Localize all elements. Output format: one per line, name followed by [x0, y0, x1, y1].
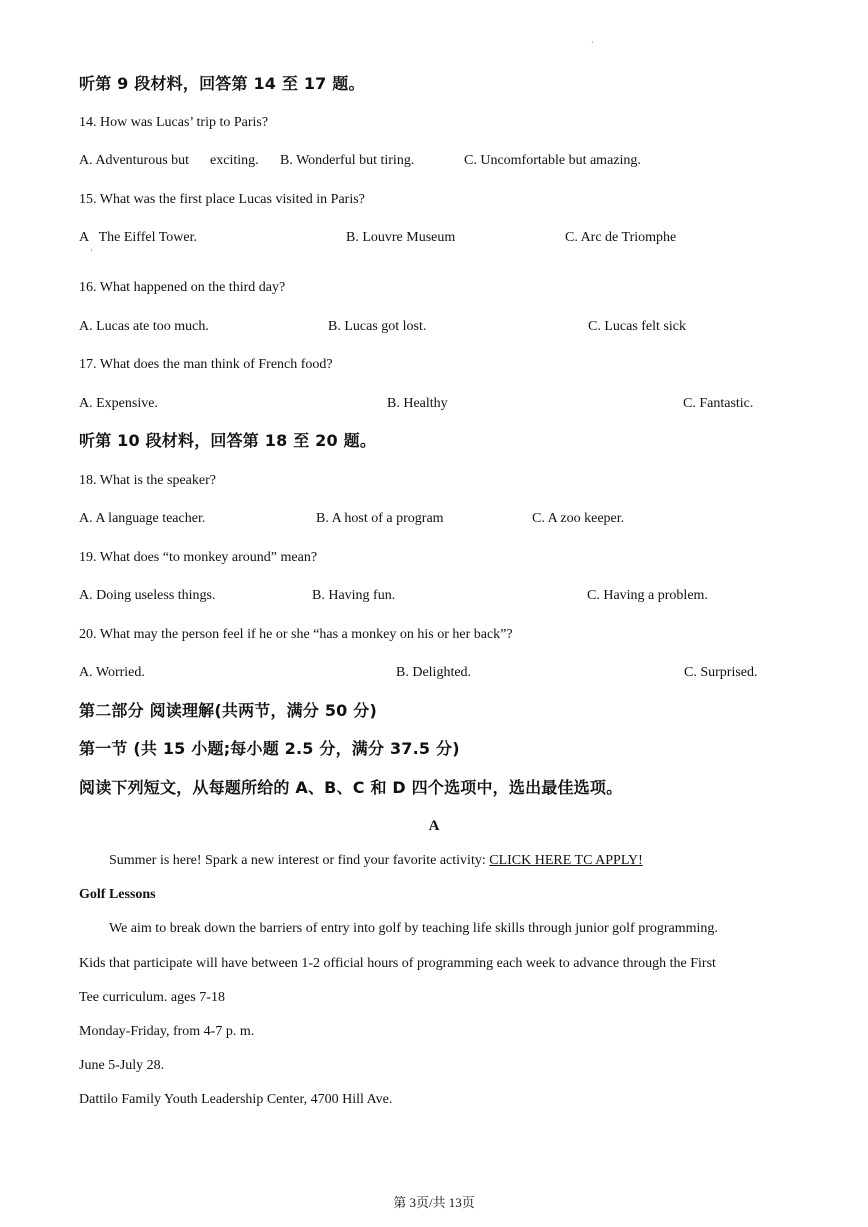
golf-schedule-dates: June 5-July 28.	[79, 1058, 165, 1073]
passage-intro-text: Summer is here! Spark a new interest or find your favorite activity:	[109, 853, 490, 868]
question-15-option-c: C. Arc de Triomphe	[565, 230, 677, 245]
question-16-stem: 16. What happened on the third day?	[79, 280, 286, 295]
question-18-option-c: C. A zoo keeper.	[532, 511, 625, 526]
question-19-option-a: A. Doing useless things.	[79, 588, 216, 603]
question-17-option-c: C. Fantastic.	[683, 396, 754, 411]
apply-link[interactable]: CLICK HERE TC APPLY!	[489, 853, 643, 868]
question-15-stem: 15. What was the first place Lucas visited in Paris?	[79, 192, 365, 207]
question-20-option-b: B. Delighted.	[396, 665, 472, 680]
question-19-stem: 19. What does “to monkey around” mean?	[79, 550, 318, 565]
golf-paragraph-line2: Kids that participate will have between 1-2 official hours of programming each week to advance through the First	[79, 956, 716, 971]
question-18-stem: 18. What is the speaker?	[79, 473, 216, 488]
question-20-option-c: C. Surprised.	[684, 665, 758, 680]
scan-tick-mark: '	[91, 248, 93, 257]
section-heading-9: 听第 9 段材料，回答第 14 至 17 题。	[79, 74, 365, 93]
question-18-option-a: A. A language teacher.	[79, 511, 206, 526]
scan-dot-mark: ·	[591, 38, 594, 47]
question-17-stem: 17. What does the man think of French food?	[79, 357, 333, 372]
question-14-option-b: B. Wonderful but tiring.	[280, 153, 415, 168]
question-19-option-b: B. Having fun.	[312, 588, 396, 603]
golf-location: Dattilo Family Youth Leadership Center, 4700 Hill Ave.	[79, 1092, 393, 1107]
page-footer: 第 3页/共 13页	[393, 1195, 475, 1210]
golf-paragraph-line1: We aim to break down the barriers of entry into golf by teaching life skills through junior golf programming.	[109, 921, 718, 936]
question-19-option-c: C. Having a problem.	[587, 588, 708, 603]
passage-label: A	[428, 818, 440, 834]
question-20-stem: 20. What may the person feel if he or she “has a monkey on his or her back”?	[79, 627, 513, 642]
passage-intro	[109, 852, 643, 870]
golf-paragraph-line3: Tee curriculum. ages 7-18	[79, 990, 225, 1005]
golf-lessons-title: Golf Lessons	[79, 887, 156, 902]
question-14-option-a: A. Adventurous but exciting.	[79, 153, 259, 168]
question-18-option-b: B. A host of a program	[316, 511, 444, 526]
question-15-option-b: B. Louvre Museum	[346, 230, 456, 245]
part2-section1-title: 第一节 (共 15 小题;每小题 2.5 分，满分 37.5 分)	[79, 739, 460, 758]
part2-instruction: 阅读下列短文，从每题所给的 A、B、C 和 D 四个选项中，选出最佳选项。	[79, 778, 623, 797]
question-16-option-b: B. Lucas got lost.	[328, 319, 427, 334]
question-16-option-a: A. Lucas ate too much.	[79, 319, 209, 334]
question-20-option-a: A. Worried.	[79, 665, 145, 680]
section-heading-10: 听第 10 段材料，回答第 18 至 20 题。	[79, 431, 377, 450]
part2-title: 第二部分 阅读理解(共两节，满分 50 分)	[79, 701, 378, 720]
question-17-option-b: B. Healthy	[387, 396, 448, 411]
question-16-option-c: C. Lucas felt sick	[588, 319, 686, 334]
golf-schedule-time: Monday-Friday, from 4-7 p. m.	[79, 1024, 255, 1039]
question-15-option-a: A The Eiffel Tower.	[79, 230, 198, 245]
question-14-option-c: C. Uncomfortable but amazing.	[464, 153, 641, 168]
question-17-option-a: A. Expensive.	[79, 396, 158, 411]
question-14-stem: 14. How was Lucas’ trip to Paris?	[79, 115, 269, 130]
